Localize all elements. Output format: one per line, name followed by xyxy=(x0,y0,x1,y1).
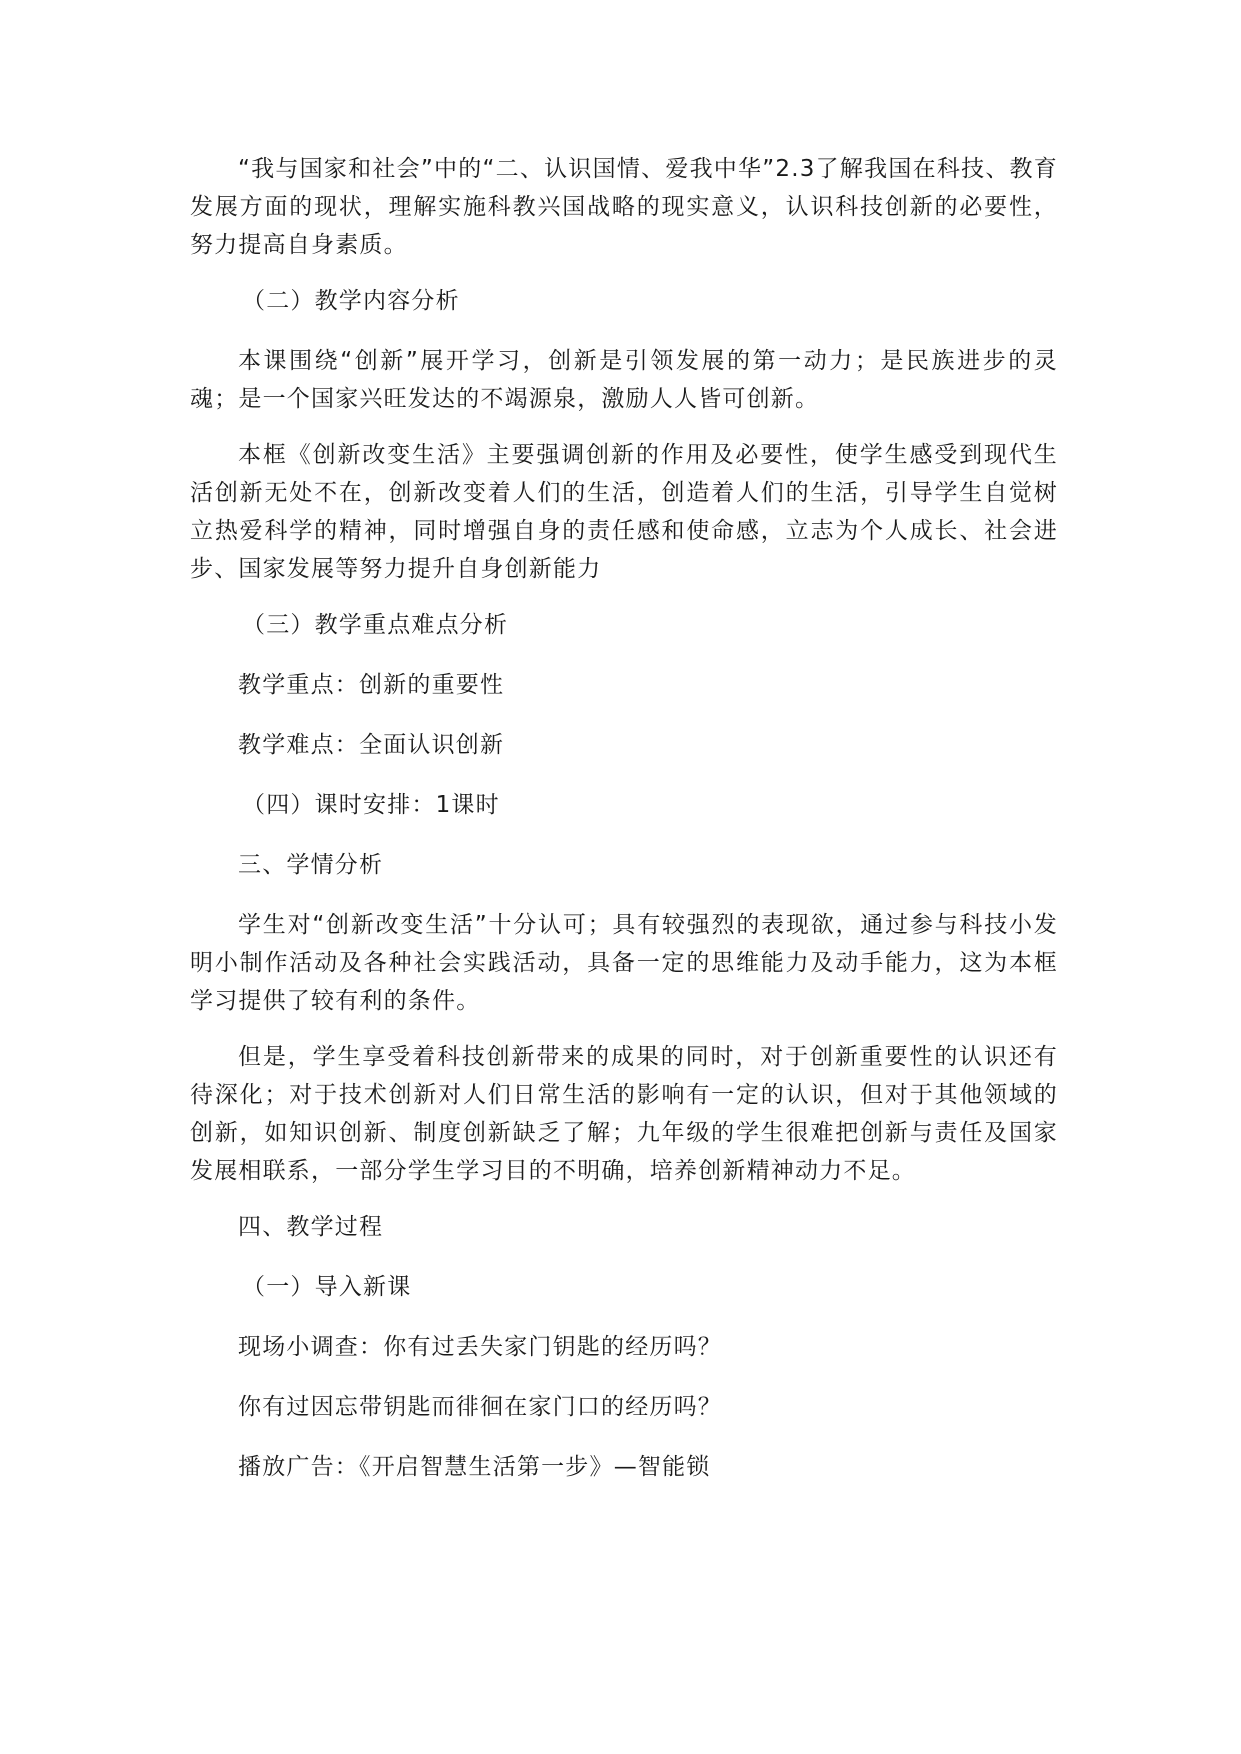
survey-question-2: 你有过因忘带钥匙而徘徊在家门口的经历吗？ xyxy=(238,1394,722,1420)
difficult-point-line: 教学难点：全面认识创新 xyxy=(238,732,505,758)
section-heading-intro: （一）导入新课 xyxy=(242,1274,412,1300)
content-analysis-paragraph-1: 本课围绕“创新”展开学习，创新是引领发展的第一动力；是民族进步的灵魂；是一个国家兴旺发达的不竭源泉，激励人人皆可创新。 xyxy=(190,348,1058,412)
curriculum-standard-paragraph: “我与国家和社会”中的“二、认识国情、爱我中华”2.3了解我国在科技、教育发展方面的现状，理解实施科教兴国战略的现实意义，认识科技创新的必要性，努力提高自身素质。 xyxy=(190,156,1058,258)
student-analysis-paragraph-1: 学生对“创新改变生活”十分认可；具有较强烈的表现欲，通过参与科技小发明小制作活动及各种社会实践活动，具备一定的思维能力及动手能力，这为本框学习提供了较有利的条件。 xyxy=(190,912,1058,1014)
student-analysis-paragraph-2: 但是，学生享受着科技创新带来的成果的同时，对于创新重要性的认识还有待深化；对于技术创新对人们日常生活的影响有一定的认识，但对于其他领域的创新，如知识创新、制度创新缺乏了解；九年级的学生很难把创新与责任及国家发展相联系，一部分学生学习目的不明确，培养创新精神动力不足。 xyxy=(190,1044,1058,1184)
section-heading-key-points: （三）教学重点难点分析 xyxy=(242,612,509,638)
key-point-line: 教学重点：创新的重要性 xyxy=(238,672,505,698)
section-heading-schedule: （四）课时安排：1课时 xyxy=(242,792,500,818)
document-body xyxy=(190,150,1058,1508)
section-heading-student-analysis: 三、学情分析 xyxy=(238,852,384,878)
advertisement-line: 播放广告：《开启智慧生活第一步》—智能锁 xyxy=(238,1454,711,1480)
content-analysis-paragraph-2: 本框《创新改变生活》主要强调创新的作用及必要性，使学生感受到现代生活创新无处不在，创新改变着人们的生活，创造着人们的生活，引导学生自觉树立热爱科学的精神，同时增强自身的责任感和使命感，立志为个人成长、社会进步、国家发展等努力提升自身创新能力 xyxy=(190,442,1058,582)
section-heading-content-analysis: （二）教学内容分析 xyxy=(242,288,460,314)
section-heading-teaching-process: 四、教学过程 xyxy=(238,1214,384,1240)
survey-question-1: 现场小调查：你有过丢失家门钥匙的经历吗？ xyxy=(238,1334,722,1360)
